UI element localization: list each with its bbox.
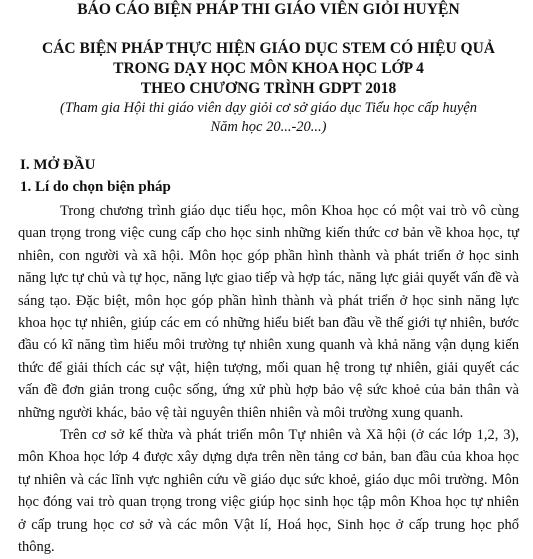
paragraph-2: Trên cơ sở kế thừa và phát triển môn Tự nhiên và Xã hội (ở các lớp 1,2, 3), môn Khoa học lớp 4 được xây dựng dựa trên nền tảng cơ bản, ban đầu của khoa học tự nhiên và các lĩnh vực nghiên cứu về giáo dục sức khoẻ, giáo dục môi trường. Môn học đóng vai trò quan trọng trong việc giúp học sinh học tập môn Khoa học tự nhiên ở cấp trung học cơ sở và các môn Vật lí, Hoá học, Sinh học ở cấp trung học phổ thông. — [18, 427, 519, 556]
main-title-line-1: CÁC BIỆN PHÁP THỰC HIỆN GIÁO DỤC STEM CÓ HIỆU QUẢ — [42, 40, 495, 57]
section-heading: I. MỞ ĐẦU — [20, 157, 96, 173]
paragraph-1: Trong chương trình giáo dục tiểu học, môn Khoa học có một vai trò vô cùng quan trọng trong việc cung cấp cho học sinh những kiến thức cơ bản về khoa học, tự nhiên, con người và xã hội. Môn học góp phần hình thành và phát triển ở học sinh năng lực tự chủ và tự học, năng lực giao tiếp và hợp tác, năng lực giải quyết vấn đề và sáng tạo. Đặc biệt, môn học góp phần hình thành và phát triển ở học sinh năng lực khoa học tự nhiên, giúp các em có những hiểu biết ban đầu về thế giới tự nhiên, bước đầu có kĩ năng tìm hiểu môi trường tự nhiên xung quanh và khả năng vận dụng kiến thức để giải thích các sự vật, hiện tượng, mối quan hệ trong tự nhiên, giải quyết các vấn đề đơn giản trong cuộc sống, ứng xử phù hợp bảo vệ sức khoẻ của bản thân và những người khác, bảo vệ tài nguyên thiên nhiên và môi trường xung quanh. — [18, 203, 519, 421]
main-title-line-3: THEO CHƯƠNG TRÌNH GDPT 2018 — [140, 80, 397, 97]
main-title — [18, 39, 519, 99]
subtitle-line-2: Năm học 20...-20...) — [210, 119, 327, 135]
subtitle-line-1: (Tham gia Hội thi giáo viên dạy giỏi cơ sở giáo dục Tiểu học cấp huyện — [60, 100, 477, 116]
sub-heading: 1. Lí do chọn biện pháp — [20, 179, 171, 195]
subtitle — [18, 99, 519, 137]
report-header-title: BÁO CÁO BIỆN PHÁP THI GIÁO VIÊN GIỎI HUYỆN — [77, 1, 460, 18]
main-title-line-2: TRONG DẠY HỌC MÔN KHOA HỌC LỚP 4 — [113, 60, 424, 77]
